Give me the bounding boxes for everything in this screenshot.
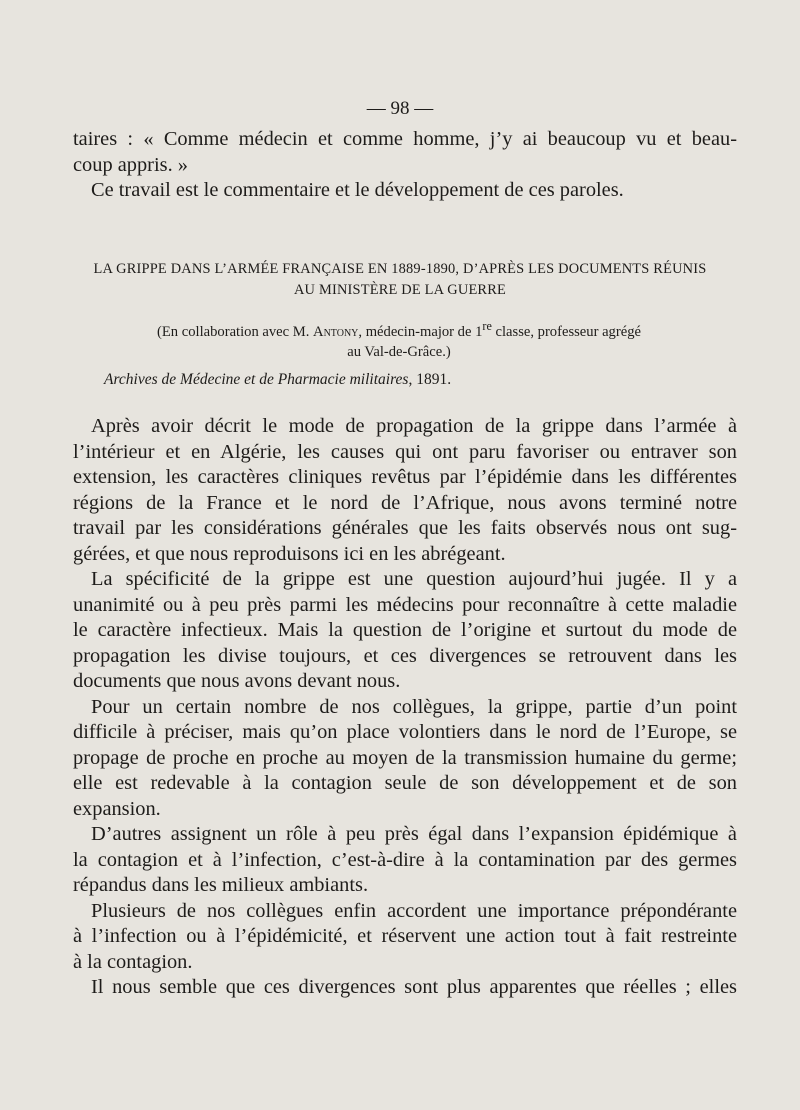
citation-year: , 1891. [408, 371, 452, 388]
text-line: difficile à préciser, mais qu’on place volontiers dans le nord de l’Europe, se [73, 721, 737, 743]
collab-rest: classe, professeur agrégé [491, 323, 641, 340]
text-line: propagation les divise toujours, et ces divergences se retrouvent dans les [73, 644, 737, 667]
section-heading [66, 259, 734, 301]
collab-prefix: (En collaboration avec M. [157, 323, 314, 340]
text-line: Ce travail est le commentaire et le développement de ces paroles. [91, 179, 624, 201]
text-line: répandus dans les milieux ambiants. [73, 874, 369, 896]
text-line: Après avoir décrit le mode de propagation de la grippe dans l’armée à [91, 415, 737, 437]
text-line: à l’infection ou à l’épidémicité, et réservent une action tout à fait restreinte [73, 925, 737, 947]
collaboration-line-2: au Val-de-Grâce.) [347, 343, 451, 360]
text-line: le caractère infectieux. Mais la question de l’origine et surtout du mode de [73, 619, 737, 641]
text-line: elle est redevable à la contagion seule de son développement et de son [73, 772, 737, 794]
text-line: régions de la France et le nord de l’Afrique, nous avons terminé notre [73, 491, 737, 514]
journal-title: Archives de Médecine et de Pharmacie militaires [104, 371, 409, 388]
text-line: l’intérieur et en Algérie, les causes qui ont paru favoriser ou entraver son [73, 440, 737, 463]
text-line: la contagion et à l’infection, c’est-à-dire à la contamination par des germes [73, 848, 737, 871]
journal-citation [104, 371, 451, 389]
text-line: propage de proche en proche au moyen de la transmission humaine du germe; [73, 746, 737, 769]
collab-superscript: re [482, 319, 492, 333]
page-number: — 98 — [366, 98, 434, 119]
text-line: documents que nous avons devant nous. [73, 670, 401, 692]
intro-paragraphs [73, 127, 737, 204]
heading-line: AU MINISTÈRE DE LA GUERRE [293, 282, 507, 298]
text-line: taires : « Comme médecin et comme homme, j’y ai beaucoup vu et beau- [73, 128, 737, 150]
text-line: Il nous semble que ces divergences sont plus apparentes que réelles ; elles [91, 976, 737, 998]
text-line: La spécificité de la grippe est une question aujourd’hui jugée. Il y a [91, 568, 737, 590]
text-line: coup appris. » [73, 153, 188, 176]
text-line: Pour un certain nombre de nos collègues, la grippe, partie d’un point [91, 695, 737, 718]
text-line: Plusieurs de nos collègues enfin accordent une importance prépondérante [91, 899, 737, 922]
collab-suffix: , médecin-major de 1 [358, 323, 483, 340]
text-line: extension, les caractères cliniques revêtus par l’épidémie dans les différentes [73, 466, 737, 488]
collaboration-note [104, 316, 694, 362]
collaboration-line-1 [104, 316, 694, 342]
collaborator-name: Antony [313, 323, 359, 340]
text-line: D’autres assignent un rôle à peu près égal dans l’expansion épidémique à [91, 823, 737, 845]
text-line: expansion. [73, 797, 161, 820]
text-line: unanimité ou à peu près parmi les médecins pour reconnaître à cette maladie [73, 593, 737, 616]
text-line: à la contagion. [73, 950, 193, 973]
text-line: gérées, et que nous reproduisons ici en les abrégeant. [73, 542, 506, 565]
text-line: travail par les considérations générales que les faits observés nous ont sug- [73, 517, 737, 539]
main-text [73, 414, 737, 1001]
heading-line: LA GRIPPE DANS L’ARMÉE FRANÇAISE EN 1889-1890, D’APRÈS LES DOCUMENTS RÉUNIS [93, 261, 707, 277]
